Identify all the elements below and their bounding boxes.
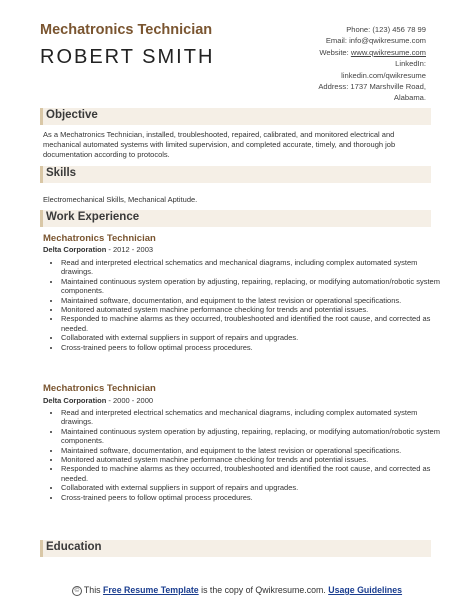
list-item: • Monitored automated system machine performance checking for trends and potential issues. (61, 305, 441, 314)
list-item: • Maintained software, documentation, and equipment to the latest revision or operational specifications. (61, 296, 441, 305)
objective-header (40, 108, 431, 125)
job-company: Delta Corporation (43, 396, 107, 405)
list-item: • Monitored automated system machine performance checking for trends and potential issues. (61, 455, 441, 464)
job-title: Mechatronics Technician (40, 22, 213, 38)
website-link[interactable]: www.qwikresume.com (350, 47, 426, 57)
free-resume-template-link[interactable]: Free Resume Template (103, 585, 199, 595)
contact-address-line2: Alabama. (393, 93, 426, 103)
job-dates: - 2012 - 2003 (106, 245, 154, 254)
contact-address: Address: 1737 Marshville Road, (318, 82, 426, 92)
experience-title: Work Experience (46, 211, 140, 223)
list-item: • Cross-trained peers to follow optimal process procedures. (61, 493, 441, 502)
footer-middle: is the copy of Qwikresume.com. (198, 585, 329, 595)
copyright-icon: © (72, 586, 82, 596)
website-label: Website: (319, 47, 351, 57)
contact-linkedin-label: LinkedIn: (395, 59, 426, 69)
experience-header (40, 210, 431, 227)
list-item: • Collaborated with external suppliers in support of repairs and upgrades. (61, 483, 441, 492)
contact-linkedin-url: linkedin.com/qwikresume (341, 70, 426, 80)
skills-header (40, 166, 431, 183)
contact-block (256, 24, 426, 104)
job-role: Mechatronics Technician (43, 383, 156, 394)
list-item: • Collaborated with external suppliers in support of repairs and upgrades. (61, 333, 441, 342)
candidate-name: ROBERT SMITH (40, 46, 215, 68)
job-company-line (43, 245, 153, 254)
list-item: • Read and interpreted electrical schematics and mechanical diagrams, including complex automated system drawings. (61, 408, 441, 427)
usage-guidelines-link[interactable]: Usage Guidelines (328, 585, 403, 595)
contact-email: Email: info@qwikresume.com (325, 36, 426, 46)
list-item: • Maintained continuous system operation by adjusting, repairing, replacing, or modifying automation/robotic system components. (61, 277, 441, 296)
skills-text: Electromechanical Skills, Mechanical Aptitude. (43, 195, 198, 204)
list-item: • Read and interpreted electrical schematics and mechanical diagrams, including complex automated system drawings. (61, 258, 441, 277)
job-bullets (43, 258, 441, 352)
list-item: • Maintained continuous system operation by adjusting, repairing, replacing, or modifying automation/robotic system components. (61, 427, 441, 446)
job-bullets (43, 408, 441, 502)
contact-website (256, 47, 426, 58)
education-header (40, 540, 431, 557)
list-item: • Responded to machine alarms as they occurred, troubleshooted and identified the root cause, and corrected as needed. (61, 464, 441, 483)
job-dates: - 2000 - 2000 (106, 396, 154, 405)
objective-title: Objective (46, 109, 98, 121)
contact-phone: Phone: (123) 456 78 99 (346, 25, 426, 34)
job-company: Delta Corporation (43, 245, 107, 254)
list-item: • Cross-trained peers to follow optimal process procedures. (61, 343, 441, 352)
list-item: • Maintained software, documentation, and equipment to the latest revision or operational specifications. (61, 446, 441, 455)
footer (40, 585, 434, 596)
footer-prefix: This (83, 585, 103, 595)
job-role: Mechatronics Technician (43, 233, 156, 244)
list-item: • Responded to machine alarms as they occurred, troubleshooted and identified the root cause, and corrected as needed. (61, 314, 441, 333)
job-company-line (43, 396, 153, 405)
skills-title: Skills (46, 167, 77, 179)
objective-text: As a Mechatronics Technician, installed, troubleshooted, repaired, calibrated, and monitored electrical and mechanical automated systems with limited supervision, and completed accurate, timely, and thorough job documentation according to protocols. (43, 130, 396, 159)
education-title: Education (46, 541, 102, 553)
